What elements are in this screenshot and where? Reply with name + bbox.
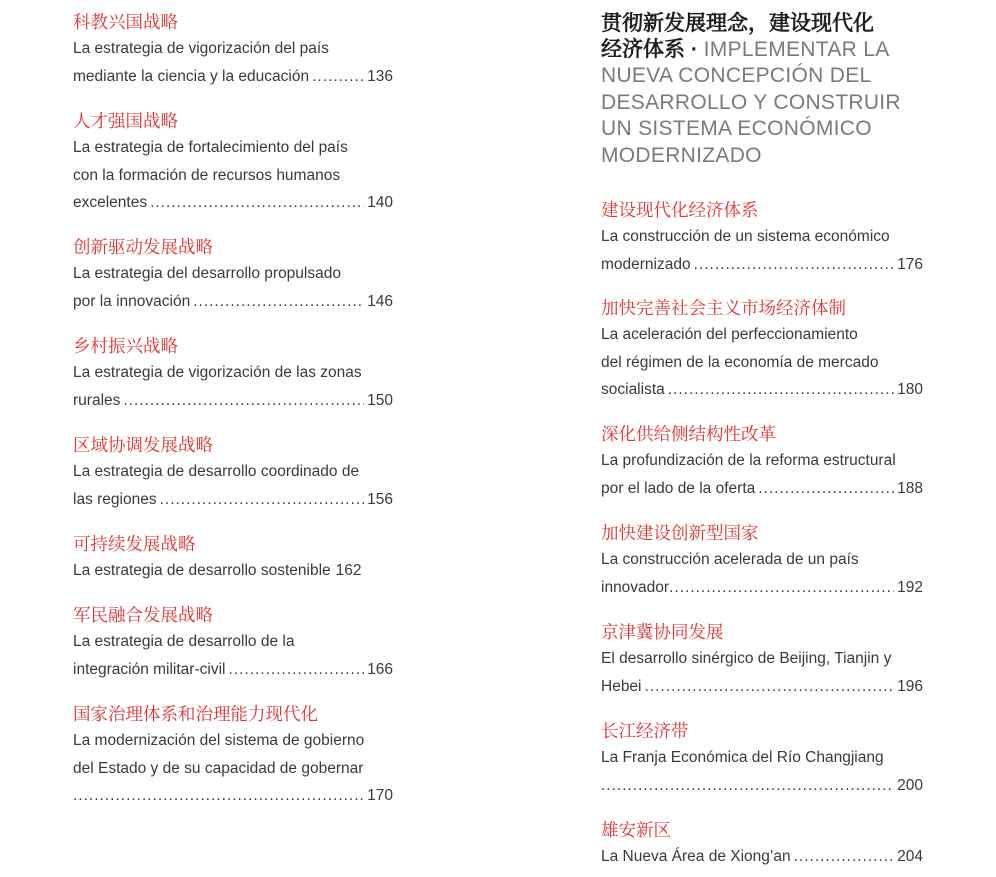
- leader-dots: [794, 843, 895, 871]
- entry-page-line: [601, 574, 923, 602]
- page-number: 140: [367, 194, 393, 211]
- entry-line: por el lado de la oferta: [601, 479, 756, 497]
- entry-line: del Estado y de su capacidad de gobernar: [73, 759, 364, 777]
- entry-line: por la innovación: [73, 292, 191, 310]
- entry-line: La estrategia de vigorización del país: [73, 40, 329, 57]
- page-number: 196: [897, 677, 923, 695]
- entry-line: La estrategia de desarrollo coordinado de: [73, 463, 360, 480]
- entry-page-line: [601, 251, 923, 279]
- entry-page-line: [73, 557, 393, 585]
- entry-title-zh: 雄安新区: [601, 820, 671, 840]
- entry-line: La aceleración del perfeccionamiento: [601, 326, 858, 343]
- entry-page-line: [601, 772, 923, 800]
- leader-dots: [312, 63, 364, 91]
- toc-entry[interactable]: [73, 432, 393, 513]
- leader-dots: [123, 387, 364, 415]
- entry-title-zh: 建设现代化经济体系: [601, 200, 759, 220]
- entry-title-zh: 京津冀协同发展: [601, 622, 724, 642]
- entry-title-zh: 加快建设创新型国家: [601, 523, 759, 543]
- leader-dots: [160, 486, 365, 514]
- toc-entry[interactable]: [73, 234, 393, 315]
- entry-line: rurales: [73, 391, 121, 409]
- entry-title-zh: 区域协调发展战略: [73, 435, 213, 455]
- entry-line: las regiones: [73, 490, 157, 508]
- leader-dots: [669, 574, 894, 602]
- entry-title-zh: 长江经济带: [601, 721, 689, 741]
- entry-page-line: [601, 475, 923, 503]
- entry-page-line: [73, 63, 393, 91]
- page-number: 156: [367, 490, 393, 508]
- leader-dots: [228, 656, 364, 684]
- entry-page-line: [601, 843, 923, 871]
- section-title-es-line: UN SISTEMA ECONÓMICO: [601, 117, 872, 140]
- toc-entry[interactable]: [601, 619, 923, 700]
- entry-line: La estrategia del desarrollo propulsado: [73, 265, 341, 282]
- page-number: 162: [335, 562, 362, 579]
- toc-entry[interactable]: [601, 197, 923, 278]
- toc-entry[interactable]: [73, 333, 393, 414]
- entry-title-zh: 深化供给侧结构性改革: [601, 424, 776, 444]
- page-number: 192: [897, 578, 923, 596]
- entry-line: La estrategia de vigorización de las zonas: [73, 364, 362, 381]
- entry-line: La Franja Económica del Río Changjiang: [601, 749, 884, 766]
- toc-entry[interactable]: [73, 531, 393, 585]
- entry-line: socialista: [601, 381, 665, 398]
- entry-line: Hebei: [601, 677, 642, 695]
- entry-page-line: [73, 656, 393, 684]
- page-number: 146: [367, 292, 393, 310]
- entry-title-zh: 国家治理体系和治理能力现代化: [73, 704, 318, 724]
- entry-line: con la formación de recursos humanos: [73, 166, 341, 184]
- entry-page-line: [73, 189, 393, 217]
- toc-entry[interactable]: [601, 817, 923, 871]
- entry-page-line: [73, 486, 393, 514]
- page-number: 136: [367, 67, 393, 85]
- entry-line: del régimen de la economía de mercado: [601, 353, 879, 371]
- section-title-zh: 贯彻新发展理念，建设现代化: [601, 12, 874, 35]
- entry-line: La profundización de la reforma estructural: [601, 452, 896, 469]
- entry-title-zh: 乡村振兴战略: [73, 336, 178, 356]
- leader-dots: [668, 376, 894, 404]
- page-number: 200: [897, 776, 923, 794]
- entry-line: mediante la ciencia y la educación: [73, 67, 310, 85]
- entry-title-zh: 可持续发展战略: [73, 534, 196, 554]
- entry-line: La Nueva Área de Xiong’an: [601, 848, 791, 865]
- leader-dots: [73, 782, 364, 810]
- entry-line: La estrategia de fortalecimiento del país: [73, 139, 348, 156]
- page-number: 204: [897, 848, 923, 865]
- toc-entry[interactable]: [601, 421, 923, 502]
- toc-entry[interactable]: [73, 701, 393, 810]
- entry-page-line: [73, 782, 393, 810]
- leader-dots: [645, 673, 895, 701]
- entry-page-line: [73, 288, 393, 316]
- leader-dots: [758, 475, 894, 503]
- section-title-es-line: MODERNIZADO: [601, 143, 762, 167]
- page-number: 188: [897, 479, 923, 497]
- section-heading: [601, 11, 923, 169]
- section-title-es: IMPLEMENTAR LA: [703, 38, 890, 61]
- leader-dots: [193, 288, 364, 316]
- toc-entry[interactable]: [601, 718, 923, 799]
- section-title-zh-part: 经济体系: [601, 38, 685, 61]
- entry-page-line: [601, 673, 923, 701]
- toc-entry[interactable]: [73, 602, 393, 683]
- entry-line: La estrategia de desarrollo de la: [73, 633, 295, 650]
- page-number: 166: [367, 660, 393, 678]
- entry-title-zh: 军民融合发展战略: [73, 605, 213, 625]
- leader-dots: [150, 189, 364, 217]
- page-number: 176: [897, 255, 923, 273]
- toc-entry[interactable]: [601, 520, 923, 601]
- page-number: 170: [367, 787, 393, 804]
- section-title-zh-line2: [601, 37, 923, 63]
- entry-line: excelentes: [73, 194, 148, 211]
- entry-page-line: [601, 376, 923, 404]
- toc-entry[interactable]: [601, 295, 923, 404]
- entry-page-line: [73, 387, 393, 415]
- section-title-es-line: NUEVA CONCEPCIÓN DEL: [601, 64, 872, 87]
- entry-title-zh: 科教兴国战略: [73, 12, 178, 32]
- entry-line: La construcción de un sistema económico: [601, 228, 890, 245]
- entry-line: El desarrollo sinérgico de Beijing, Tianjin y: [601, 650, 892, 667]
- leader-dots: [694, 251, 895, 279]
- entry-line: La estrategia de desarrollo sostenible: [73, 562, 331, 579]
- toc-entry[interactable]: [73, 108, 393, 217]
- section-separator: ·: [685, 38, 704, 61]
- entry-line: integración militar-civil: [73, 660, 226, 678]
- entry-line: La construcción acelerada de un país: [601, 551, 859, 568]
- leader-dots: [601, 772, 894, 800]
- page-number: 180: [897, 381, 923, 398]
- entry-title-zh: 加快完善社会主义市场经济体制: [601, 298, 846, 318]
- entry-title-zh: 人才强国战略: [73, 111, 178, 131]
- entry-line: modernizado: [601, 255, 691, 273]
- entry-line: La modernización del sistema de gobierno: [73, 732, 365, 749]
- toc-entry[interactable]: [73, 9, 393, 90]
- entry-line: innovador: [601, 578, 670, 596]
- page-number: 150: [367, 391, 393, 409]
- entry-title-zh: 创新驱动发展战略: [73, 237, 213, 257]
- section-title-es-line: DESARROLLO Y CONSTRUIR: [601, 90, 901, 114]
